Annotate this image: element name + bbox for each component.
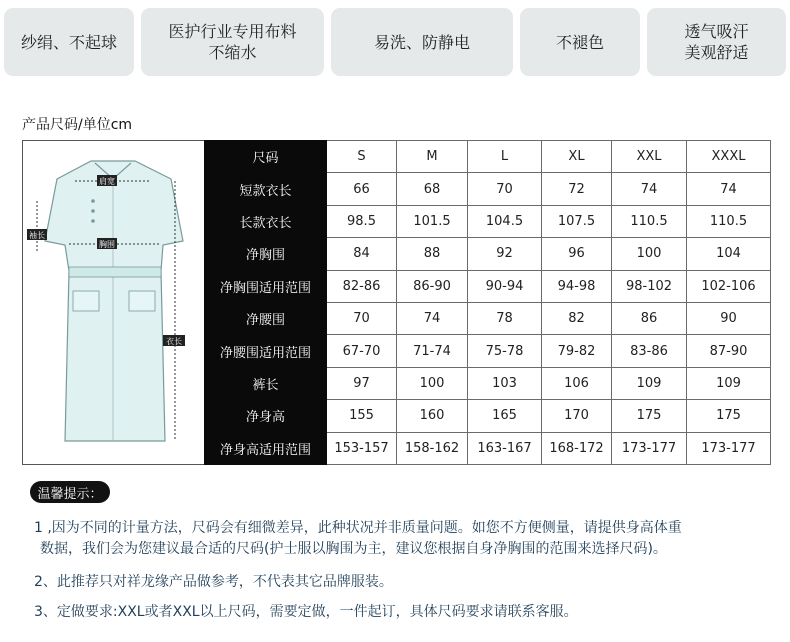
table-cell: 75-78 xyxy=(468,335,542,367)
table-cell: 70 xyxy=(468,173,542,205)
table-cell: 170 xyxy=(542,400,612,432)
row-label-cell: 净身高适用范围 xyxy=(205,432,327,464)
table-cell: 97 xyxy=(327,367,397,399)
size-table-title: 产品尺码/单位cm xyxy=(22,117,133,133)
table-cell: 79-82 xyxy=(542,335,612,367)
table-cell: 110.5 xyxy=(687,205,771,237)
table-cell: 175 xyxy=(687,400,771,432)
table-cell: 100 xyxy=(397,367,468,399)
note-line-3: 2、此推荐只对祥龙缘产品做参考，不代表其它品牌服装。 xyxy=(34,574,393,590)
table-cell: 74 xyxy=(397,302,468,334)
table-cell: 82-86 xyxy=(327,270,397,302)
feature-box-4: 不褪色 xyxy=(520,8,640,76)
table-cell: 74 xyxy=(612,173,687,205)
table-row xyxy=(205,270,771,302)
table-cell: 98.5 xyxy=(327,205,397,237)
nurse-dress-illustration xyxy=(23,141,204,466)
table-cell: 165 xyxy=(468,400,542,432)
table-cell: 100 xyxy=(612,238,687,270)
table-cell: 103 xyxy=(468,367,542,399)
figure-label-chest: 胸围 xyxy=(99,240,115,249)
table-row xyxy=(205,400,771,432)
table-cell: 67-70 xyxy=(327,335,397,367)
table-row xyxy=(205,432,771,464)
row-label-cell: 净身高 xyxy=(205,400,327,432)
table-header-row xyxy=(205,141,771,173)
table-cell: 175 xyxy=(612,400,687,432)
table-row xyxy=(205,367,771,399)
table-cell: 86 xyxy=(612,302,687,334)
table-cell: 72 xyxy=(542,173,612,205)
table-cell: 84 xyxy=(327,238,397,270)
table-row xyxy=(205,205,771,237)
size-table xyxy=(204,140,771,465)
feature-box-1: 纱绢、不起球 xyxy=(4,8,134,76)
garment-figure xyxy=(22,140,204,465)
table-cell: 173-177 xyxy=(687,432,771,464)
figure-label-shoulder: 肩宽 xyxy=(99,177,115,186)
table-cell: 155 xyxy=(327,400,397,432)
table-cell: 158-162 xyxy=(397,432,468,464)
figure-label-sleeve: 袖长 xyxy=(29,231,45,240)
table-cell: 88 xyxy=(397,238,468,270)
figure-label-length: 衣长 xyxy=(166,337,182,346)
header-label-cell: 尺码 xyxy=(205,141,327,173)
table-cell: 90-94 xyxy=(468,270,542,302)
row-label-cell: 净腰围适用范围 xyxy=(205,335,327,367)
table-cell: 160 xyxy=(397,400,468,432)
table-row xyxy=(205,302,771,334)
size-header-cell: XL xyxy=(542,141,612,173)
table-cell: 68 xyxy=(397,173,468,205)
table-cell: 66 xyxy=(327,173,397,205)
table-row xyxy=(205,335,771,367)
table-row xyxy=(205,173,771,205)
size-header-cell: XXXL xyxy=(687,141,771,173)
table-cell: 90 xyxy=(687,302,771,334)
table-cell: 173-177 xyxy=(612,432,687,464)
note-line-4: 3、定做要求:XXL或者XXL以上尺码，需要定做，一件起订，具体尺码要求请联系客服。 xyxy=(34,604,578,620)
tips-badge: 温馨提示： xyxy=(30,481,110,503)
table-cell: 109 xyxy=(687,367,771,399)
table-cell: 163-167 xyxy=(468,432,542,464)
table-cell: 92 xyxy=(468,238,542,270)
table-cell: 98-102 xyxy=(612,270,687,302)
row-label-cell: 净胸围 xyxy=(205,238,327,270)
table-cell: 96 xyxy=(542,238,612,270)
row-label-cell: 净腰围 xyxy=(205,302,327,334)
table-cell: 70 xyxy=(327,302,397,334)
table-cell: 74 xyxy=(687,173,771,205)
table-cell: 87-90 xyxy=(687,335,771,367)
table-cell: 110.5 xyxy=(612,205,687,237)
table-row xyxy=(205,238,771,270)
table-cell: 83-86 xyxy=(612,335,687,367)
note-line-1: 1 ,因为不同的计量方法，尺码会有细微差异，此种状况并非质量问题。如您不方便侧量，请提供身高体重 xyxy=(34,520,682,536)
size-header-cell: L xyxy=(468,141,542,173)
row-label-cell: 净胸围适用范围 xyxy=(205,270,327,302)
table-cell: 109 xyxy=(612,367,687,399)
table-cell: 153-157 xyxy=(327,432,397,464)
table-cell: 82 xyxy=(542,302,612,334)
note-line-2: 数据，我们会为您建议最合适的尺码(护士服以胸围为主，建议您根据自身净胸围的范围来选择尺码)。 xyxy=(40,541,667,557)
table-cell: 102-106 xyxy=(687,270,771,302)
table-cell: 104 xyxy=(687,238,771,270)
size-header-cell: S xyxy=(327,141,397,173)
table-cell: 94-98 xyxy=(542,270,612,302)
size-header-cell: XXL xyxy=(612,141,687,173)
row-label-cell: 裤长 xyxy=(205,367,327,399)
table-cell: 106 xyxy=(542,367,612,399)
table-cell: 107.5 xyxy=(542,205,612,237)
table-cell: 104.5 xyxy=(468,205,542,237)
table-cell: 168-172 xyxy=(542,432,612,464)
row-label-cell: 短款衣长 xyxy=(205,173,327,205)
table-cell: 86-90 xyxy=(397,270,468,302)
feature-box-3: 易洗、防静电 xyxy=(331,8,513,76)
row-label-cell: 长款衣长 xyxy=(205,205,327,237)
size-header-cell: M xyxy=(397,141,468,173)
feature-box-5: 透气吸汗 美观舒适 xyxy=(647,8,786,76)
feature-box-2: 医护行业专用布料 不缩水 xyxy=(141,8,324,76)
table-cell: 101.5 xyxy=(397,205,468,237)
table-cell: 78 xyxy=(468,302,542,334)
table-cell: 71-74 xyxy=(397,335,468,367)
